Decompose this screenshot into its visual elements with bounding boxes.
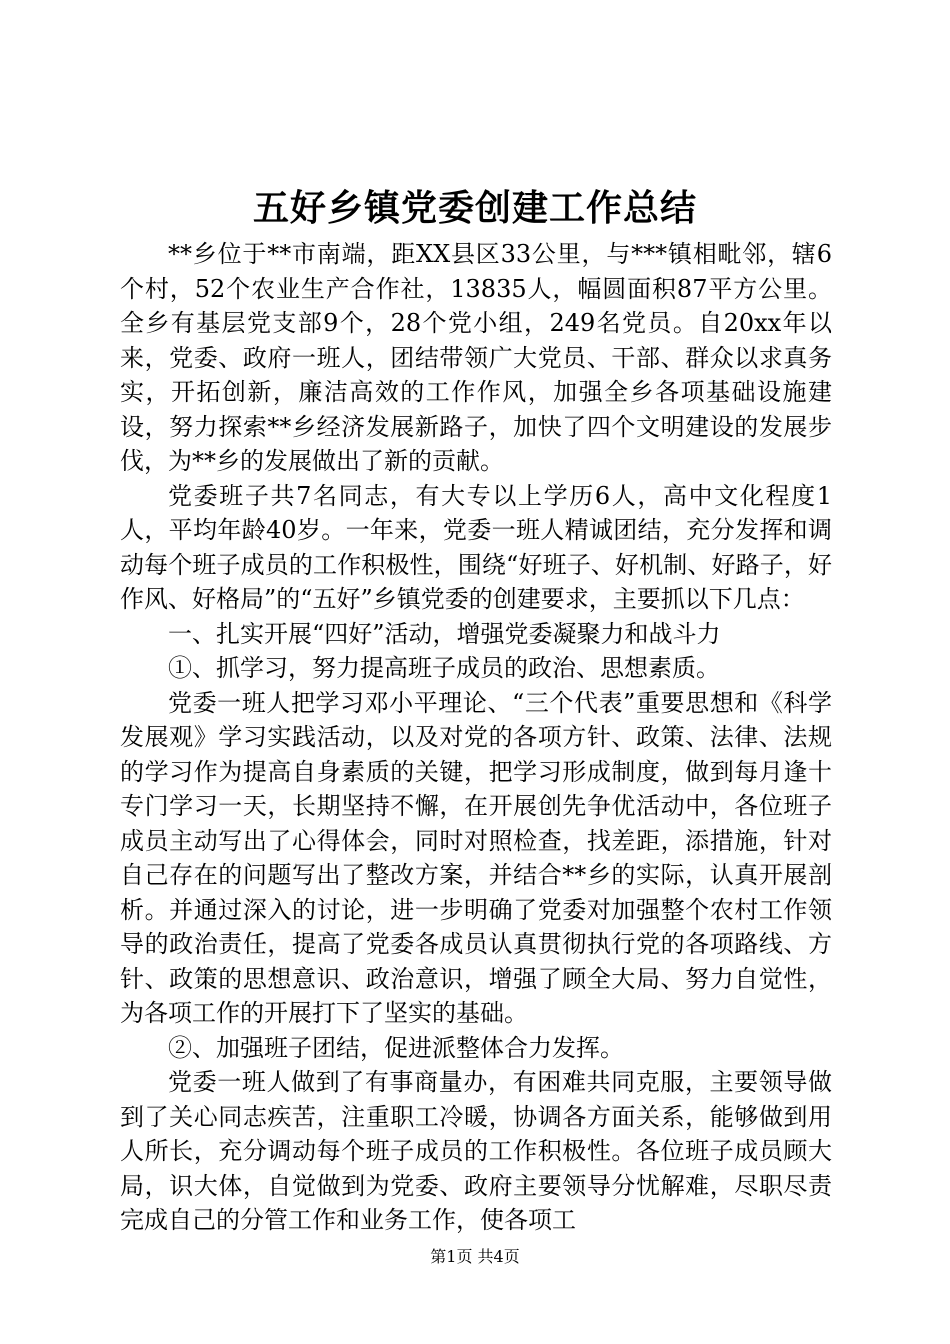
page-indicator: 第1页 共4页 <box>430 1247 520 1266</box>
document-body <box>120 237 832 1238</box>
paragraph-study: 党委一班人把学习邓小平理论、“三个代表”重要思想和《科学发展观》学习实践活动，以及对党的各项方针、政策、法律、法规的学习作为提高自身素质的关键，把学习形成制度，做到每月逢十专门学习一天，长期坚持不懈，在开展创先争优活动中，各位班子成员主动写出了心得体会，同时对照检查，找差距，添措施，针对自己存在的问题写出了整改方案，并结合**乡的实际，认真开展剖析。并通过深入的讨论，进一步明确了党委对加强整个农村工作领导的政治责任，提高了党委各成员认真贯彻执行党的各项路线、方针、政策的思想意识、政治意识，增强了顾全大局、努力自觉性，为各项工作的开展打下了坚实的基础。 <box>120 688 832 1027</box>
document-title: 五好乡镇党委创建工作总结 <box>252 187 697 229</box>
subsection-heading-2: ②、加强班子团结，促进派整体合力发挥。 <box>168 1033 624 1062</box>
subsection-heading-1: ①、抓学习，努力提高班子成员的政治、思想素质。 <box>168 654 720 682</box>
paragraph-committee: 党委班子共7名同志，有大专以上学历6人，高中文化程度1人，平均年龄40岁。一年来，党委一班人精诚团结，充分发挥和调动每个班子成员的工作积极性，围绕“好班子、好机制、好路子，好作风、好格局”的“五好”乡镇党委的创建要求，主要抓以下几点： <box>120 481 832 613</box>
paragraph-unity: 党委一班人做到了有事商量办，有困难共同克服，主要领导做到了关心同志疾苦，注重职工冷暖，协调各方面关系，能够做到用人所长，充分调动每个班子成员的工作积极性。各位班子成员顾大局，识大体，自觉做到为党委、政府主要领导分忧解难，尽职尽责完成自己的分管工作和业务工作，使各项工 <box>120 1068 832 1234</box>
paragraph-intro: **乡位于**市南端，距XX县区33公里，与***镇相毗邻，辖6个村，52个农业生产合作社，13835人，幅圆面积87平方公里。全乡有基层党支部9个，28个党小组，249名党员。自20xx年以来，党委、政府一班人，团结带领广大党员、干部、群众以求真务实，开拓创新，廉洁高效的工作作风，加强全乡各项基础设施建设，努力探索**乡经济发展新路子，加快了四个文明建设的发展步伐，为**乡的发展做出了新的贡献。 <box>120 240 832 475</box>
section-heading-1: 一、扎实开展“四好”活动，增强党委凝聚力和战斗力 <box>168 619 721 648</box>
